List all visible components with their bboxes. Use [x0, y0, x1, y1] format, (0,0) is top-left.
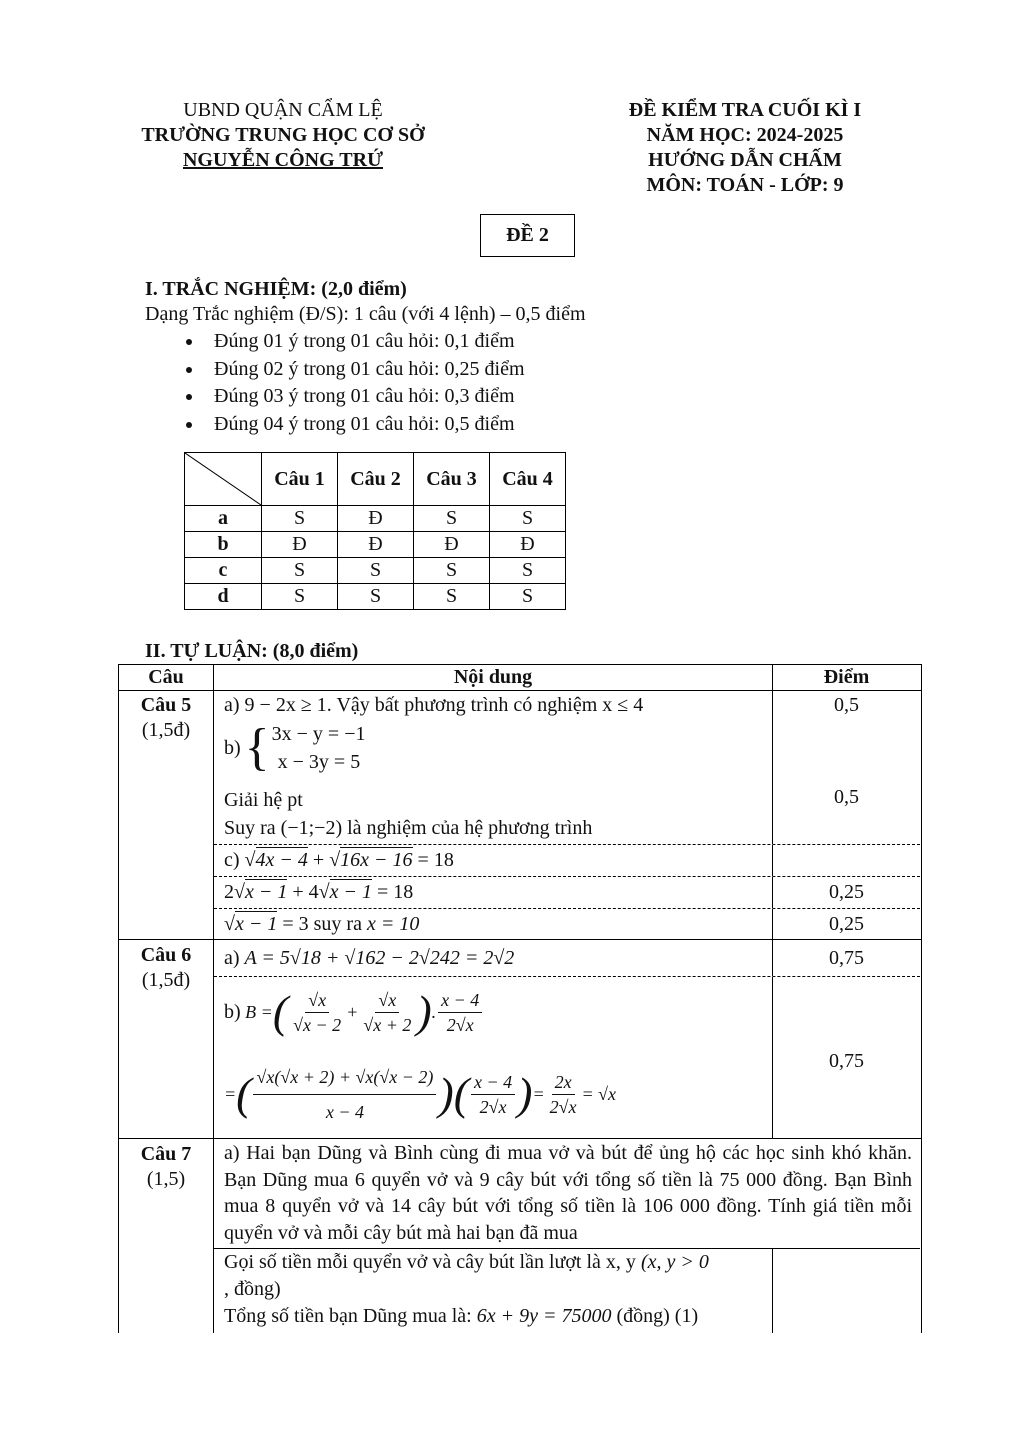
table-row — [185, 506, 566, 532]
exam-code-box — [480, 214, 575, 257]
radicand: x − 1 — [244, 881, 288, 903]
equation-system — [272, 720, 366, 776]
q6-label: Câu 6 — [140, 944, 192, 966]
table-row — [185, 532, 566, 558]
q5-label: Câu 5 — [140, 694, 192, 716]
radicand: x − 1 — [329, 881, 372, 903]
answer-cell: S — [414, 558, 490, 584]
q7-body — [214, 1139, 920, 1333]
q5b-result-pre: Suy ra — [224, 817, 276, 839]
q5b-result-post: là nghiệm của hệ phương trình — [347, 817, 593, 839]
question-7 — [119, 1139, 921, 1333]
row-label: b — [185, 532, 262, 558]
rule-item: Đúng 01 ý trong 01 câu hỏi: 0,1 điểm — [186, 328, 525, 356]
answer-cell: S — [262, 584, 338, 610]
answer-cell: Đ — [414, 532, 490, 558]
q5b-solve: Giải hệ pt — [224, 789, 303, 811]
q6b-prefix: b) — [224, 1000, 241, 1023]
col-header: Câu 4 — [490, 453, 566, 506]
answer-cell: Đ — [490, 532, 566, 558]
col-header: Câu 3 — [414, 453, 490, 506]
header-noidung: Nội dung — [214, 665, 773, 690]
q5c3-mid: suy ra — [313, 913, 362, 935]
table-row — [185, 558, 566, 584]
q5a-score: 0,5 — [834, 694, 859, 716]
diagonal-header-cell — [185, 453, 262, 506]
exam-title: ĐỀ KIỂM TRA CUỐI KÌ I — [628, 99, 862, 121]
rule-item: Đúng 02 ý trong 01 câu hỏi: 0,25 điểm — [186, 356, 525, 384]
q7-points: (1,5) — [146, 1168, 186, 1190]
q7-solution — [214, 1249, 773, 1333]
question-6 — [119, 940, 921, 1139]
answer-cell: S — [338, 584, 414, 610]
q6a-expr: A = 5√18 + √162 − 2√242 = 2√2 — [244, 947, 515, 969]
school-name: NGUYỄN CÔNG TRỨ — [182, 149, 383, 171]
q6a-row — [214, 940, 920, 977]
q6b-content — [214, 977, 773, 1138]
q5-points: (1,5đ) — [141, 719, 191, 741]
diagonal-line — [185, 453, 261, 505]
answer-cell: S — [490, 506, 566, 532]
answer-cell: S — [338, 558, 414, 584]
rule-item: Đúng 04 ý trong 01 câu hỏi: 0,5 điểm — [186, 411, 525, 439]
q6a-prefix: a) — [224, 947, 240, 969]
answer-cell: S — [490, 558, 566, 584]
table-row — [185, 584, 566, 610]
answer-cell: S — [262, 558, 338, 584]
school-type: TRƯỜNG TRUNG HỌC CƠ SỞ — [141, 124, 425, 146]
subject-grade: MÔN: TOÁN - LỚP: 9 — [646, 174, 844, 196]
q6b-row — [214, 977, 920, 1138]
answer-cell: S — [262, 506, 338, 532]
rule-item: Đúng 03 ý trong 01 câu hỏi: 0,3 điểm — [186, 383, 525, 411]
q6a-content — [214, 940, 773, 976]
table-header-row — [119, 665, 921, 691]
q5c-prefix: c) — [224, 849, 240, 871]
q7-let-unit: , đồng) — [224, 1278, 281, 1300]
system-brace: { — [244, 719, 270, 776]
q7-solution-row — [214, 1249, 920, 1333]
q6b-score: 0,75 — [829, 1050, 864, 1072]
system-eq1: 3x − y = −1 — [271, 723, 366, 745]
school-header — [118, 98, 448, 173]
scoring-rules — [186, 328, 525, 438]
row-label: d — [185, 584, 262, 610]
q5-ab-content — [214, 691, 773, 844]
q7-problem: a) Hai bạn Dũng và Bình cùng đi mua vở và bút để ủng hộ các học sinh khó khăn. Bạn Dũng mua 6 quyển vở và 9 cây bút với tổng số tiền là 75 000 đồng. Bạn Bình mua 8 quyển vở và 14 cây bút với tổng số tiền là 106 000 đồng. Tính giá tiền mỗi quyển vở và mỗi cây bút mà hai bạn đã mua — [214, 1139, 920, 1249]
q7-let-text: Gọi số tiền mỗi quyển vở và cây bút lần lượt là x, y — [224, 1251, 636, 1273]
row-label: a — [185, 506, 262, 532]
row-label: c — [185, 558, 262, 584]
school-year: NĂM HỌC: 2024-2025 — [646, 124, 844, 146]
q6a-score: 0,75 — [829, 947, 864, 969]
q7-eq1-text: Tổng số tiền bạn Dũng mua là: — [224, 1305, 472, 1327]
q6-points: (1,5đ) — [141, 969, 191, 991]
q5-ab-block — [214, 691, 920, 845]
q5c3-eq: = 3 — [282, 913, 309, 935]
q5-body — [214, 691, 920, 939]
answer-cell: Đ — [338, 506, 414, 532]
q5b-score: 0,5 — [834, 786, 859, 808]
exam-header — [600, 98, 890, 198]
q5-label-cell — [119, 691, 214, 939]
part1-intro: Dạng Trắc nghiệm (Đ/S): 1 câu (với 4 lệnh) – 0,5 điểm — [145, 303, 586, 325]
q7-eq1-expr: 6x + 9y = 75000 — [476, 1305, 612, 1327]
answer-cell: S — [490, 584, 566, 610]
answer-cell: Đ — [262, 532, 338, 558]
q5b-result-val: (−1;−2) — [280, 817, 343, 839]
q7-eq1-tail: (đồng) (1) — [616, 1305, 699, 1327]
q7-score-empty — [773, 1249, 920, 1333]
col-header: Câu 2 — [338, 453, 414, 506]
district-name: UBND QUẬN CẨM LỆ — [183, 99, 383, 121]
q5c-score-empty — [773, 845, 920, 876]
q5c3-content: √x − 1 = 3 suy ra x = 10 — [214, 909, 773, 939]
guide-title: HƯỚNG DẪN CHẤM — [648, 149, 842, 171]
answer-cell: Đ — [338, 532, 414, 558]
q7-let-cond: (x, y > 0 — [640, 1251, 709, 1273]
radicand: 4x − 4 — [255, 849, 308, 871]
question-5 — [119, 691, 921, 940]
q6b-simplification: = ( $\frac{√x(√x + 2) + √x(√x - 2)}{x - 4}$ )( $\frac{x - 4}{2√x}$ ) = $\frac{2x}{2√x}$ = √x — [224, 1059, 772, 1129]
radicand: x − 1 — [234, 913, 278, 935]
q5c-row2 — [214, 877, 920, 909]
system-eq2: x − 3y = 5 — [277, 751, 361, 773]
q5c3-result: x = 10 — [366, 913, 420, 935]
q5c2-content: 2√x − 1 + 4√x − 1 = 18 — [214, 877, 773, 908]
part1-title: I. TRẮC NGHIỆM: (2,0 điểm) — [145, 278, 407, 300]
q5c2-score: 0,25 — [829, 881, 864, 903]
q6-label-cell — [119, 940, 214, 1138]
q5c-content: c) √4x − 4 + √16x − 16 = 18 — [214, 845, 773, 876]
answer-key-table — [184, 452, 566, 610]
q7-label-cell — [119, 1139, 214, 1333]
col-header: Câu 1 — [262, 453, 338, 506]
header-diem: Điểm — [823, 666, 870, 688]
answer-cell: S — [414, 584, 490, 610]
q7-label: Câu 7 — [140, 1143, 192, 1165]
q6-body — [214, 940, 920, 1138]
answer-cell: S — [414, 506, 490, 532]
q5b-prefix: b) — [224, 737, 241, 759]
q5c2-rhs: = 18 — [377, 881, 414, 903]
exam-code: ĐỀ 2 — [506, 224, 549, 246]
q5a-text: 9 − 2x ≥ 1. Vậy bất phương trình có nghiệm x ≤ 4 — [244, 694, 644, 716]
q5c-rhs: = 18 — [417, 849, 454, 871]
q5a-prefix: a) — [224, 694, 240, 716]
q5-ab-scores — [773, 691, 920, 844]
q5c-row1 — [214, 845, 920, 877]
q6b-expression: b) B = ( $\frac{√x}{√x - 2}$ + $\frac{√x}{√x + 2}$ ) . $\frac{x - 4}{2√x}$ — [224, 981, 772, 1043]
radicand: 16x − 16 — [340, 849, 413, 871]
part2-title: II. TỰ LUẬN: (8,0 điểm) — [145, 640, 359, 662]
header-cau: Câu — [119, 665, 214, 690]
q5c-row3 — [214, 909, 920, 939]
q5c3-score: 0,25 — [829, 913, 864, 935]
essay-table — [118, 664, 922, 1333]
